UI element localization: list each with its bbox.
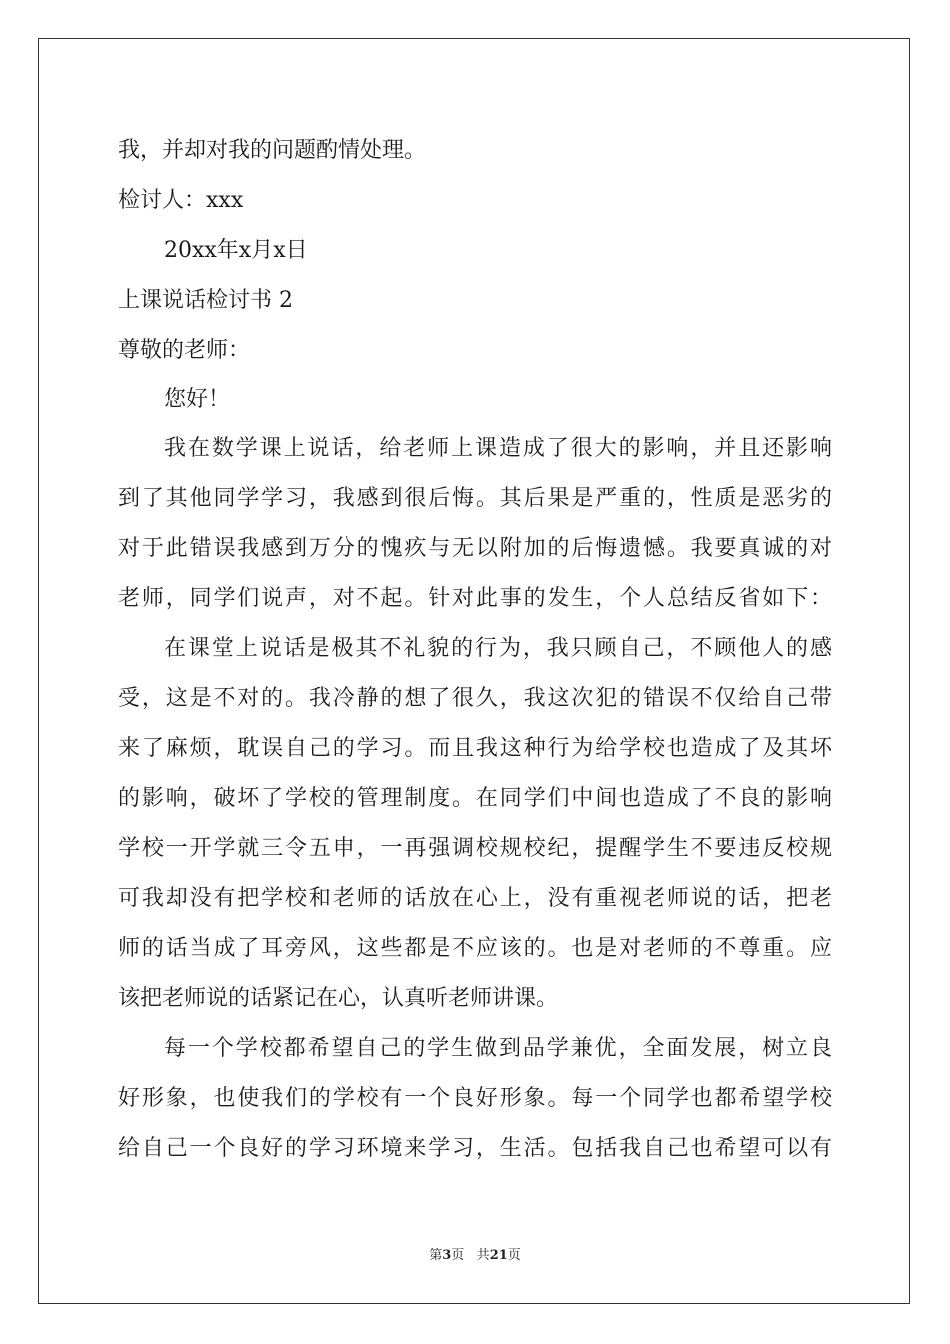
page-number: 3 bbox=[442, 1248, 452, 1263]
paragraph-line: 受，这是不对的。我冷静的想了很久，我这次犯的错误不仅给自己带 bbox=[118, 686, 832, 711]
text-line-1: 我，并却对我的问题酌情处理。 bbox=[118, 138, 427, 163]
paragraph-line: 来了麻烦，耽误自己的学习。而且我这种行为给学校也造成了及其坏 bbox=[118, 736, 832, 761]
greeting: 您好！ bbox=[164, 387, 231, 412]
paragraph-line: 该把老师说的话紧记在心，认真听老师讲课。 bbox=[118, 986, 559, 1011]
paragraph-line: 老师，同学们说声，对不起。针对此事的发生，个人总结反省如下： bbox=[118, 586, 832, 611]
paragraph-line: 在课堂上说话是极其不礼貌的行为，我只顾自己，不顾他人的感 bbox=[164, 636, 832, 661]
page-footer bbox=[0, 1248, 950, 1264]
signature-line: 检讨人：xxx bbox=[118, 188, 244, 213]
paragraph-line: 到了其他同学学习，我感到很后悔。其后果是严重的，性质是恶劣的 bbox=[118, 486, 832, 511]
paragraph-line: 学校一开学就三令五申，一再强调校规校纪，提醒学生不要违反校规 bbox=[118, 836, 832, 861]
total-suffix: 页 bbox=[507, 1248, 521, 1263]
total-pages: 21 bbox=[489, 1248, 508, 1263]
paragraph-line: 师的话当成了耳旁风，这些都是不应该的。也是对老师的不尊重。应 bbox=[118, 936, 832, 961]
total-prefix: 共 bbox=[476, 1248, 490, 1263]
date-line: 20xx年x月x日 bbox=[164, 238, 308, 263]
paragraph-line: 的影响，破坏了学校的管理制度。在同学们中间也造成了不良的影响 bbox=[118, 786, 832, 811]
salutation: 尊敬的老师： bbox=[118, 338, 251, 363]
page-frame bbox=[38, 38, 910, 1304]
paragraph-line: 我在数学课上说话，给老师上课造成了很大的影响，并且还影响 bbox=[164, 436, 832, 461]
paragraph-line: 可我却没有把学校和老师的话放在心上，没有重视老师说的话，把老 bbox=[118, 886, 832, 911]
paragraph-line: 好形象，也使我们的学校有一个良好形象。每一个同学也都希望学校 bbox=[118, 1086, 832, 1111]
paragraph-line: 对于此错误我感到万分的愧疚与无以附加的后悔遗憾。我要真诚的对 bbox=[118, 536, 832, 561]
page-prefix: 第 bbox=[429, 1248, 443, 1263]
page-suffix: 页 bbox=[451, 1248, 465, 1263]
section-title: 上课说话检讨书 2 bbox=[118, 288, 293, 313]
paragraph-line: 给自己一个良好的学习环境来学习，生活。包括我自己也希望可以有 bbox=[118, 1136, 832, 1161]
paragraph-line: 每一个学校都希望自己的学生做到品学兼优，全面发展，树立良 bbox=[164, 1036, 832, 1061]
